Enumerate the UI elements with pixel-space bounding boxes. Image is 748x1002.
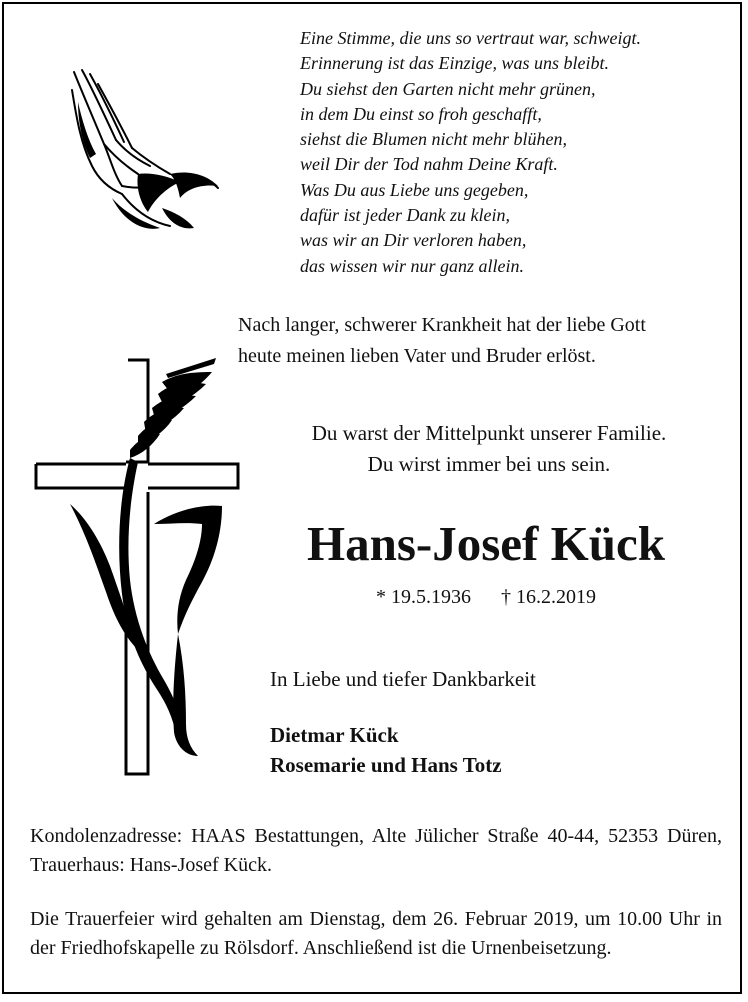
- center-line: Du warst der Mittelpunkt unserer Familie.: [311, 421, 667, 445]
- closing-line: In Liebe und tiefer Dankbarkeit: [270, 667, 536, 691]
- intro-line: Nach langer, schwerer Krankheit hat der liebe Gott: [238, 314, 646, 336]
- poem-line: Du siehst den Garten nicht mehr grünen,: [300, 78, 596, 99]
- poem-line: weil Dir der Tod nahm Deine Kraft.: [300, 154, 558, 175]
- signer-name: Rosemarie und Hans Totz: [270, 753, 502, 777]
- signers: [270, 720, 730, 780]
- signer-name: Dietmar Kück: [270, 723, 399, 747]
- poem-line: Was Du aus Liebe uns gegeben,: [300, 179, 529, 200]
- intro-line: heute meinen lieben Vater und Bruder erlöst.: [238, 345, 596, 367]
- poem-line: was wir an Dir verloren haben,: [300, 230, 527, 251]
- cross-with-wheat-icon: [26, 354, 248, 782]
- poem: [300, 26, 730, 279]
- praying-hands-icon: [52, 62, 224, 242]
- poem-line: in dem Du einst so froh geschafft,: [300, 103, 542, 124]
- poem-line: Eine Stimme, die uns so vertraut war, schweigt.: [300, 28, 641, 48]
- life-dates: [244, 583, 728, 611]
- poem-line: Erinnerung ist das Einzige, was uns bleibt.: [300, 53, 610, 74]
- service-info: Die Trauerfeier wird gehalten am Dienstag, dem 26. Februar 2019, um 10.00 Uhr in der Friedhofskapelle zu Rölsdorf. Anschließend ist die Urnenbeisetzung.: [30, 908, 722, 959]
- death-date: † 16.2.2019: [501, 586, 596, 608]
- poem-line: das wissen wir nur ganz allein.: [300, 255, 525, 276]
- poem-line: dafür ist jeder Dank zu klein,: [300, 205, 510, 226]
- birth-date: * 19.5.1936: [376, 586, 471, 608]
- poem-line: siehst die Blumen nicht mehr blühen,: [300, 129, 567, 150]
- center-line: Du wirst immer bei uns sein.: [367, 452, 611, 476]
- obituary-notice: [2, 2, 742, 994]
- intro-text: [238, 310, 738, 372]
- deceased-name: Hans-Josef Kück: [306, 516, 665, 571]
- condolence-address: Kondolenzadresse: HAAS Bestattungen, Alte Jülicher Straße 40-44, 52353 Düren, Trauerhaus: Hans-Josef Kück.: [30, 825, 722, 876]
- center-message: [244, 418, 734, 480]
